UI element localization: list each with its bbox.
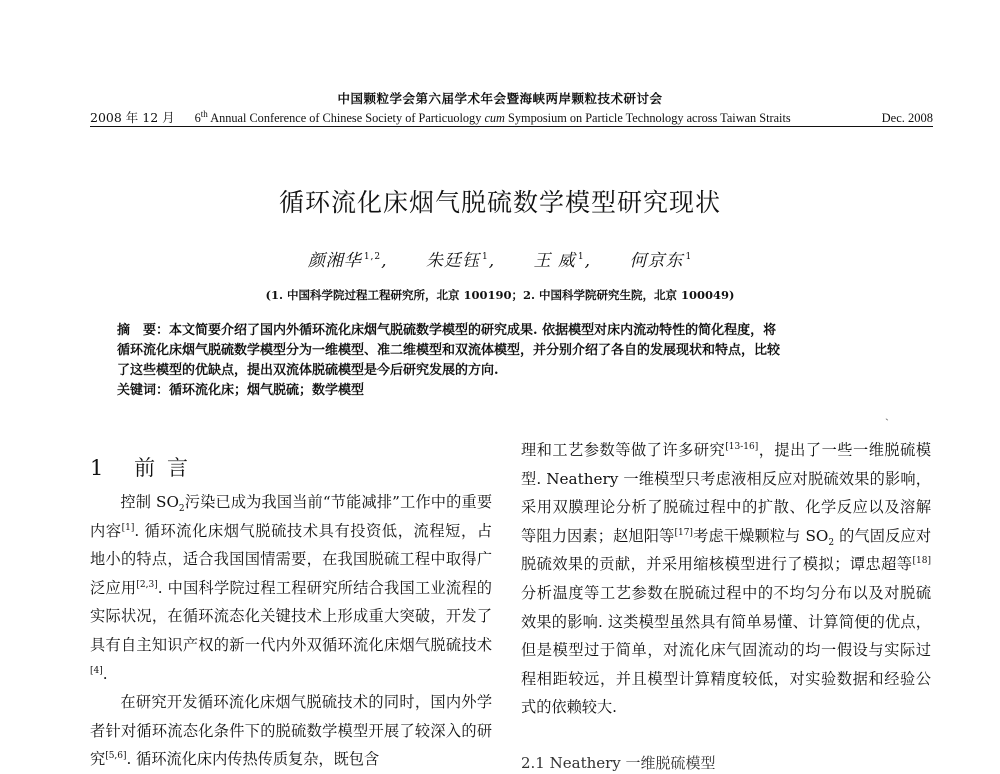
author-4: 何京东 $^1$: [629, 251, 693, 271]
header-rule: [90, 126, 933, 127]
header-date-cn: 2008 年 12 月: [90, 110, 175, 125]
header-date-en: Dec. 2008: [881, 111, 933, 125]
scan-mark: ˏ: [885, 407, 889, 421]
paragraph-1: 控制 $SO_2$污染已成为我国当前“节能减排”工作中的重要内容[1]. 循环流化床烟气脱硫技术具有投资低，流程短，占地小的特点，适合我国国情需要，在我国脱硫工程中取得广泛应用[2,3]. 中国科学院过程工程研究所结合我国工业流程的实际状况，在循环流态化关键技术上形成重大突破，开发了具有自主知识产权的新一代内外双循环流化床烟气脱硫技术[4].: [90, 493, 493, 683]
keywords-line: [117, 381, 914, 401]
author-3: 王 威 $^1$,: [533, 251, 592, 271]
abstract-label: 摘 要：: [117, 323, 170, 338]
author-2: 朱廷钰 $^1$,: [425, 251, 496, 271]
paper-title: 循环流化床烟气脱硫数学模型研究现状: [278, 188, 721, 217]
author-1: 颜湘华 $^{1,2}$,: [307, 251, 388, 271]
abstract-line-3: 了这些模型的优缺点，提出双流体脱硫模型是今后研究发展的方向.: [117, 363, 499, 378]
keywords-label: 关键词：: [117, 383, 170, 398]
left-column: [90, 488, 492, 774]
cut-off-subheading: 2.1 Neathery 一维脱硫模型: [521, 754, 716, 772]
paragraph-right: 理和工艺参数等做了许多研究[13-16]，提出了一些一维脱硫模型. Neathery 一维模型只考虑液相反应对脱硫效果的影响，采用双膜理论分析了脱硫过程中的扩散、化学反应以及溶解等阻力因素；赵旭阳等[17]考虑干燥颗粒与 $SO_2$ 的气固反应对脱硫效果的贡献，并采用缩核模型进行了模拟；谭忠超等[18]分析温度等工艺参数在脱硫过程中的不均匀分布以及对脱硫效果的影响. 这类模型虽然具有简单易懂、计算简便的优点，但是模型过于简单，对流化床气固流动的均一假设与实际过程相距较远，并且模型计算精度较低，对实验数据和经验公式的依赖较大.: [521, 441, 932, 717]
conference-title-cn: 中国颗粒学会第六届学术年会暨海峡两岸颗粒技术研讨会: [337, 91, 663, 106]
right-column: [521, 436, 931, 722]
running-header: [90, 108, 933, 126]
abstract-block: [117, 321, 914, 401]
section-1-heading: 1 前言: [90, 456, 201, 480]
paragraph-2: 在研究开发循环流化床烟气脱硫技术的同时，国内外学者针对循环流态化条件下的脱硫数学模型开展了较深入的研究[5,6]. 循环流化床内传热传质复杂，既包含: [90, 693, 492, 769]
abstract-line-2: 循环流化床烟气脱硫数学模型分为一维模型、准二维模型和双流体模型，并分别介绍了各自的发展现状和特点，比较: [117, 343, 781, 358]
affiliation: (1. 中国科学院过程工程研究所，北京 100190；2. 中国科学院研究生院，北京 100049): [265, 288, 735, 302]
keywords: 循环流化床；烟气脱硫；数学模型: [169, 383, 365, 398]
abstract-line-1: 摘 要：本文简要介绍了国内外循环流化床烟气脱硫数学模型的研究成果. 依据模型对床内流动特性的简化程度，将: [117, 323, 777, 338]
author-list: [0, 246, 1000, 271]
header-conference-en: 6th Annual Conference of Chinese Society of Particuology cum Symposium on Particle Technology across Taiwan Straits: [194, 108, 791, 125]
